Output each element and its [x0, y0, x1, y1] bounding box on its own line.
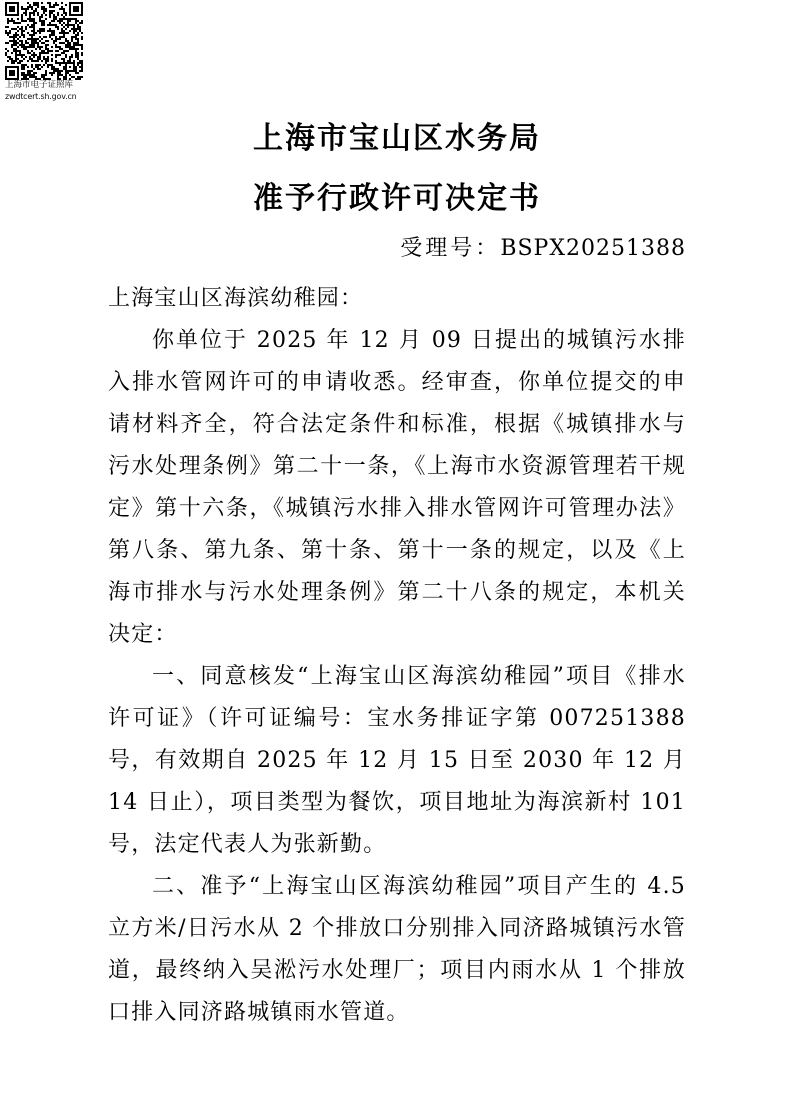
decision-item-1: 一、同意核发“上海宝山区海滨幼稚园”项目《排水许可证》（许可证编号：宝水务排证字第 007251388 号，有效期自 2025 年 12 月 15 日至 2030 年 12 月 14 日止），项目类型为餐饮，项目地址为海滨新村 101 号，法定代表人为张新勤。 [108, 664, 686, 857]
addressee: 上海宝山区海滨幼稚园： [108, 286, 364, 311]
document-title-block [0, 112, 794, 226]
page-subtitle: 准予行政许可决定书 [253, 181, 541, 216]
receipt-number-label: 受理号： [400, 236, 501, 261]
qr-code-icon [5, 2, 83, 80]
stamp-caption-cn: 上海市电子证照库 [5, 80, 74, 90]
electronic-certificate-stamp [5, 2, 89, 102]
stamp-caption-url: zwdtcert.sh.gov.cn [5, 92, 77, 101]
paragraph-preamble: 你单位于 2025 年 12 月 09 日提出的城镇污水排入排水管网许可的申请收悉。经审查，你单位提交的申请材料齐全，符合法定条件和标准，根据《城镇排水与污水处理条例》第二十一条，《上海市水资源管理若干规定》第十六条，《城镇污水排入排水管网许可管理办法》第八条、第九条、第十条、第十一条的规定，以及《上海市排水与污水处理条例》第二十八条的规定，本机关决定： [108, 328, 686, 647]
document-body [108, 278, 686, 1034]
receipt-number [108, 233, 686, 265]
decision-item-2: 二、准予“上海宝山区海滨幼稚园”项目产生的 4.5 立方米/日污水从 2 个排放口分别排入同济路城镇污水管道，最终纳入吴淞污水处理厂；项目内雨水从 1 个排放口排入同济路城镇雨水管道。 [108, 874, 686, 1025]
page-title: 上海市宝山区水务局 [253, 121, 541, 156]
receipt-number-value: BSPX20251388 [500, 236, 686, 261]
